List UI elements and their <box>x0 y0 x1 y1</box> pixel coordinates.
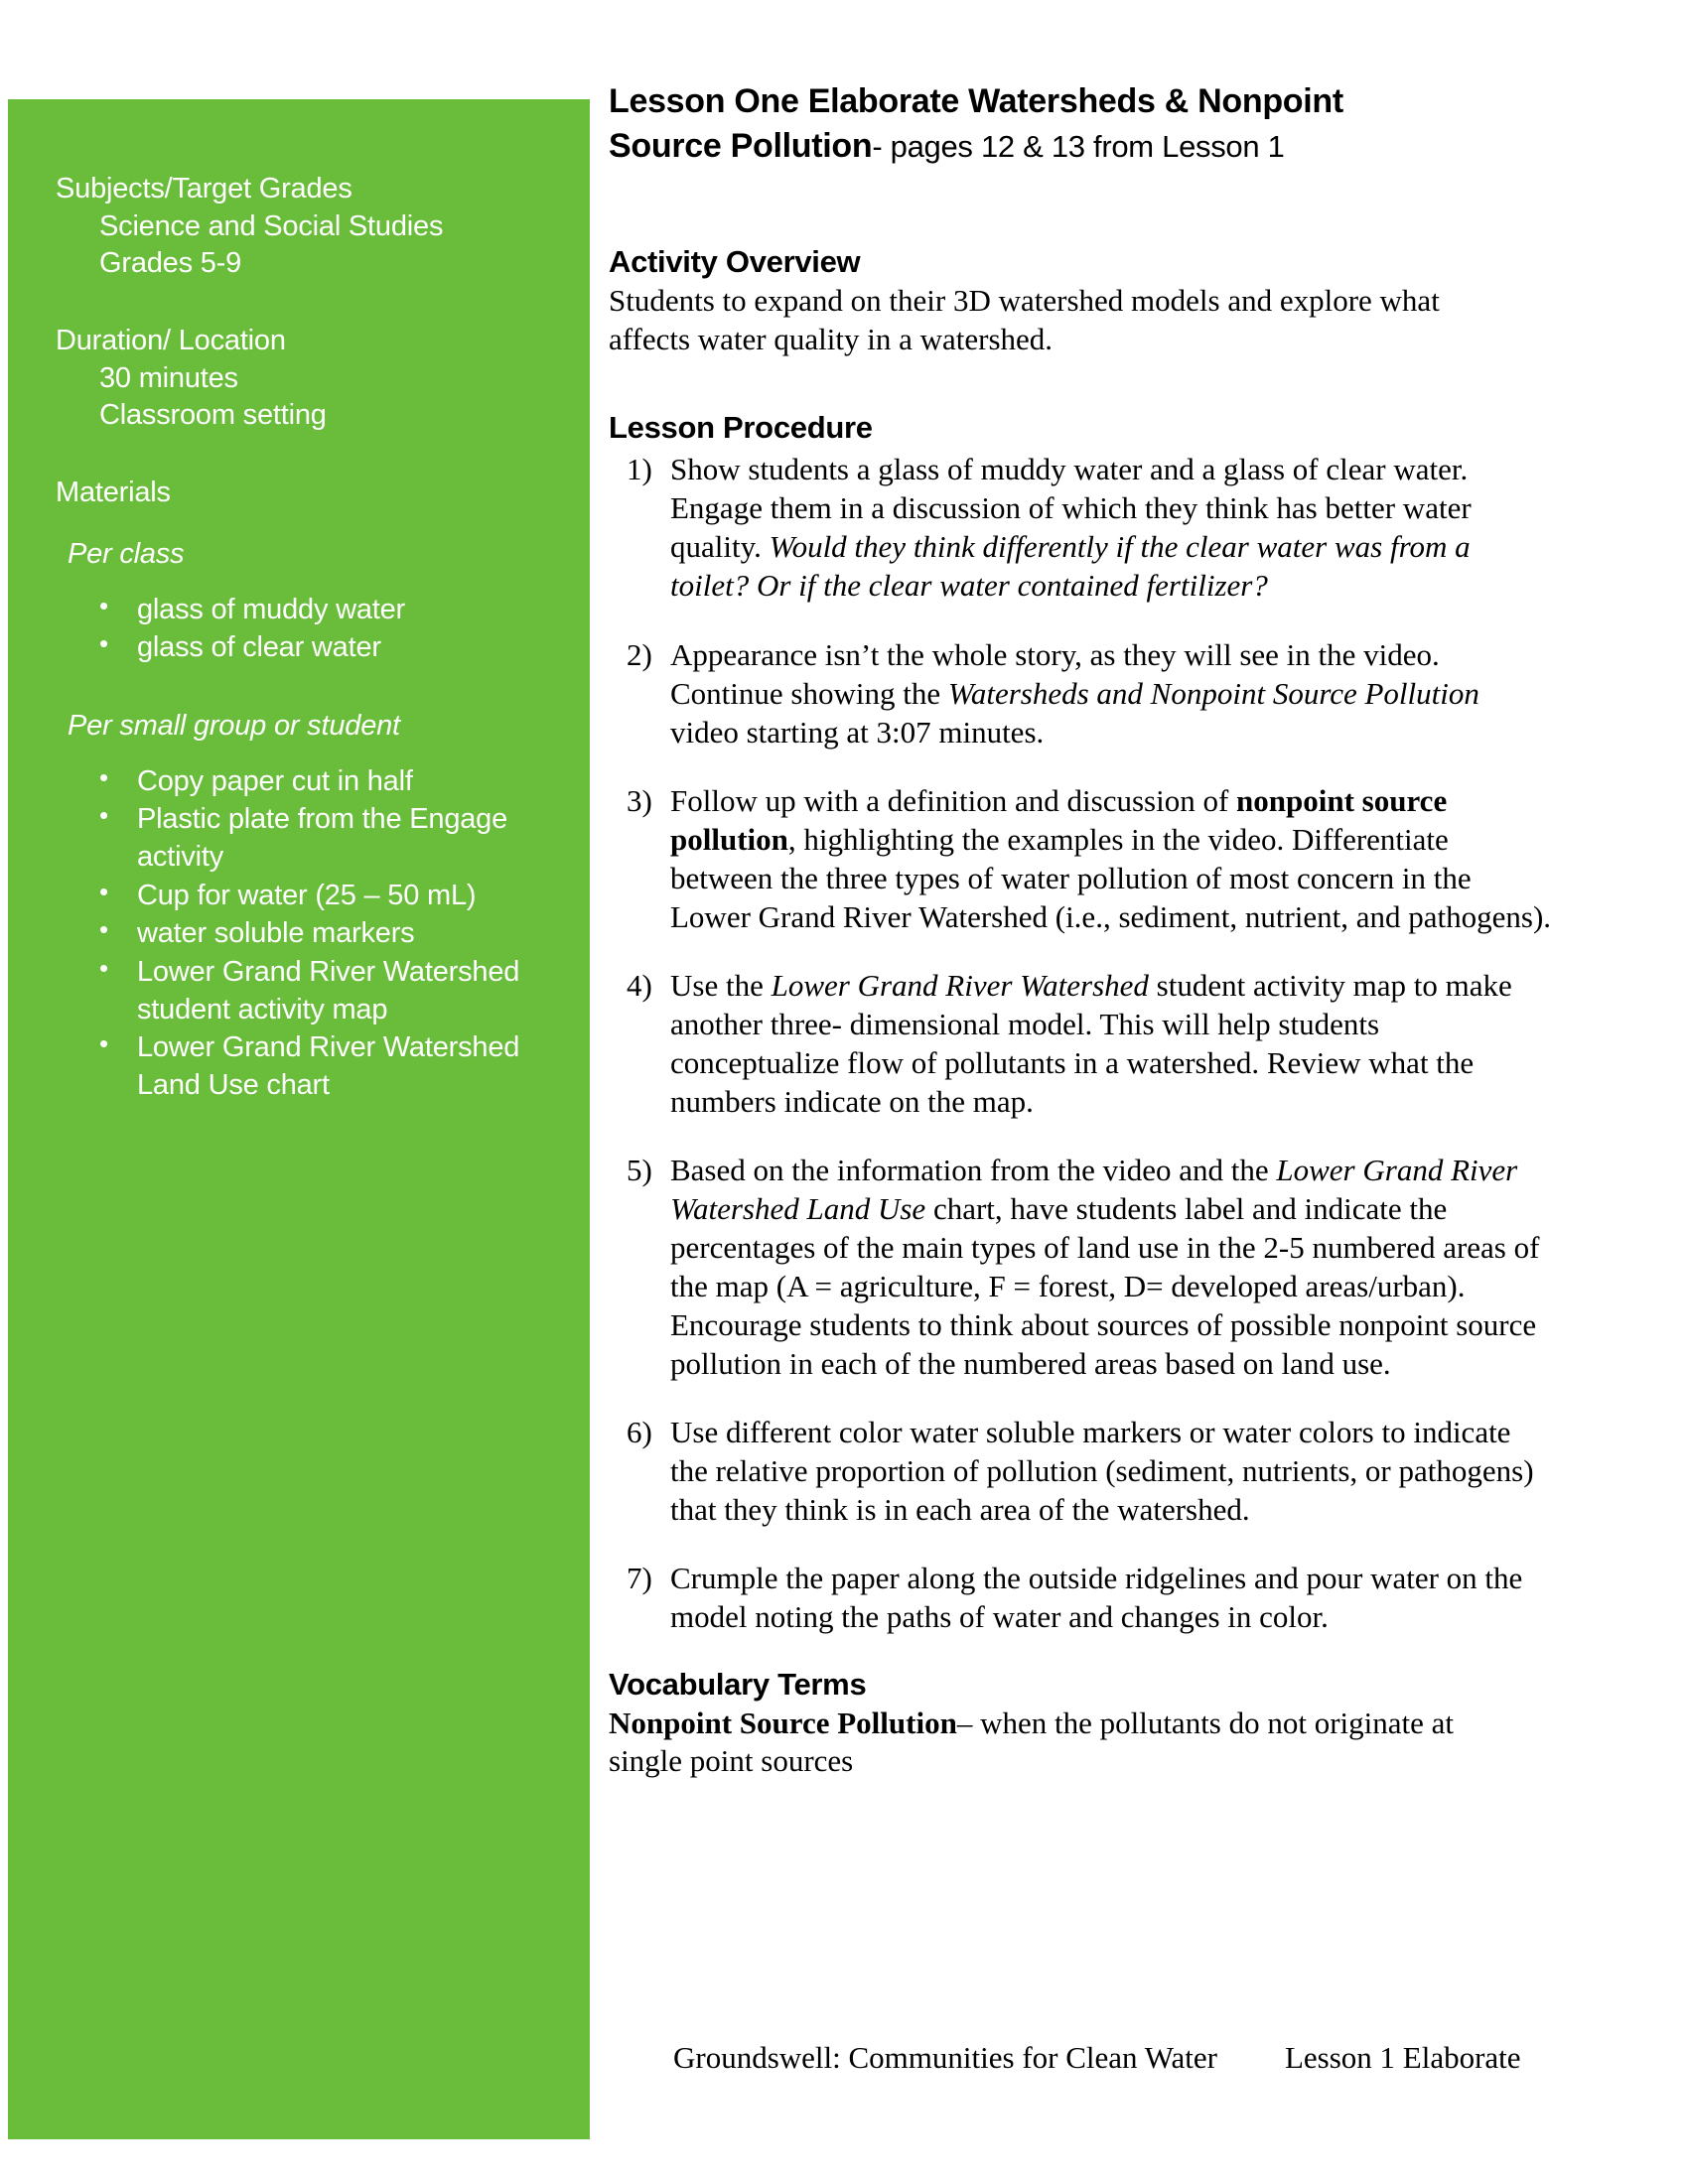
activity-overview-heading: Activity Overview <box>609 244 861 280</box>
footer-lesson-label: Lesson 1 Elaborate <box>1284 2040 1521 2075</box>
procedure-text-run: Show students a glass of muddy water and a glass of clear water. Engage them in a discussion of which they think has better water quality. <box>670 452 1472 565</box>
procedure-text-run: Based on the information from the video and the <box>670 1153 1277 1188</box>
procedure-text-run: Appearance isn’t the whole story, as they will see in the video. Continue showing the <box>670 636 1440 711</box>
page-title-subtitle: - pages 12 & 13 from Lesson 1 <box>872 129 1285 165</box>
procedure-text-run: , highlighting the examples in the video. Differentiate between the three types of water pollution of most concern in the Lower Grand River Watershed (i.e., sediment, nutrient, and pathogens). <box>670 821 1552 934</box>
info-sidebar <box>8 99 590 2139</box>
per-group-list <box>56 763 570 1105</box>
lesson-content <box>609 0 1661 1780</box>
per-class-list <box>56 592 570 667</box>
per-class-label: Per class <box>68 537 185 570</box>
subjects-line-1: Science and Social Studies <box>99 209 444 242</box>
list-item: • glass of clear water <box>137 629 570 667</box>
lesson-procedure-heading: Lesson Procedure <box>609 410 873 446</box>
procedure-text-run: chart, have students label and indicate the percentages of the main types of land use in the 2-5 numbered areas of the map (A = agriculture, F = forest, D= developed areas/urban). Encourage students to think about sources of possible nonpoint source pollution in each of the numbered areas based on land use. <box>670 1191 1540 1382</box>
procedure-italic-run: Watersheds and Nonpoint Source Pollution <box>947 675 1479 711</box>
list-item: • glass of muddy water <box>137 592 570 629</box>
spacer <box>56 283 570 323</box>
materials-heading: Materials <box>56 477 171 509</box>
procedure-italic-run: Lower Grand River Watershed <box>771 967 1149 1003</box>
procedure-item <box>609 635 1554 751</box>
page-title-bold: Lesson One Elaborate Watersheds & Nonpoint Source Pollution <box>609 82 1343 166</box>
vocabulary-entry <box>609 1705 1482 1781</box>
spacer <box>56 435 570 475</box>
procedure-item <box>609 450 1554 605</box>
spacer <box>56 668 570 708</box>
list-item: • water soluble markers <box>137 915 570 953</box>
list-item: • Cup for water (25 – 50 mL) <box>137 878 570 915</box>
procedure-text-run: Crumple the paper along the outside ridgelines and pour water on the model noting the paths of water and changes in color. <box>670 1561 1523 1635</box>
procedure-text-run: Use different color water soluble markers or water colors to indicate the relative proportion of pollution (sediment, nutrients, or pathogens) that they think is in each area of the watershed. <box>670 1415 1534 1528</box>
list-item: • Lower Grand River Watershed Land Use chart <box>137 1029 570 1104</box>
duration-line-1: 30 minutes <box>99 361 238 394</box>
procedure-item <box>609 781 1554 936</box>
procedure-italic-run: Would they think differently if the clear water was from a toilet? Or if the clear water contained fertilizer? <box>670 529 1471 604</box>
activity-overview-text: Students to expand on their 3D watershed models and explore what affects water quality in a watershed. <box>609 283 1440 356</box>
vocabulary-term-name: Nonpoint Source Pollution <box>609 1705 957 1740</box>
vocabulary-terms-heading: Vocabulary Terms <box>609 1666 867 1702</box>
subjects-line-2: Grades 5-9 <box>99 247 242 280</box>
lesson-procedure-list <box>609 450 1661 1636</box>
list-item: • Lower Grand River Watershed student activity map <box>137 954 570 1028</box>
procedure-item <box>609 966 1554 1121</box>
list-item: • Plastic plate from the Engage activity <box>137 801 570 876</box>
page-footer <box>609 2040 1681 2076</box>
duration-line-2: Classroom setting <box>99 399 327 432</box>
procedure-text-run: student activity map to make another three- dimensional model. This will help students conceptualize flow of pollutants in a watershed. Review what the numbers indicate on the map. <box>670 967 1512 1119</box>
per-group-label: Per small group or student <box>68 709 400 742</box>
footer-program-name: Groundswell: Communities for Clean Water <box>673 2040 1217 2075</box>
procedure-item <box>609 1151 1554 1383</box>
duration-heading: Duration/ Location <box>56 325 286 357</box>
procedure-italic-run: Lower Grand River Watershed Land Use <box>670 1153 1518 1227</box>
page-title <box>609 79 1463 169</box>
vocabulary-term-definition: – when the pollutants do not originate at single point sources <box>609 1705 1455 1778</box>
list-item: • Copy paper cut in half <box>137 763 570 801</box>
procedure-item <box>609 1559 1554 1636</box>
procedure-item <box>609 1413 1554 1529</box>
procedure-text-run: video starting at 3:07 minutes. <box>670 714 1045 750</box>
subjects-heading: Subjects/Target Grades <box>56 173 352 205</box>
spacer <box>56 512 570 536</box>
procedure-text-run: Follow up with a definition and discussion of <box>670 782 1237 818</box>
procedure-bold-run: nonpoint source pollution <box>670 782 1448 857</box>
procedure-text-run: Use the <box>670 967 772 1003</box>
